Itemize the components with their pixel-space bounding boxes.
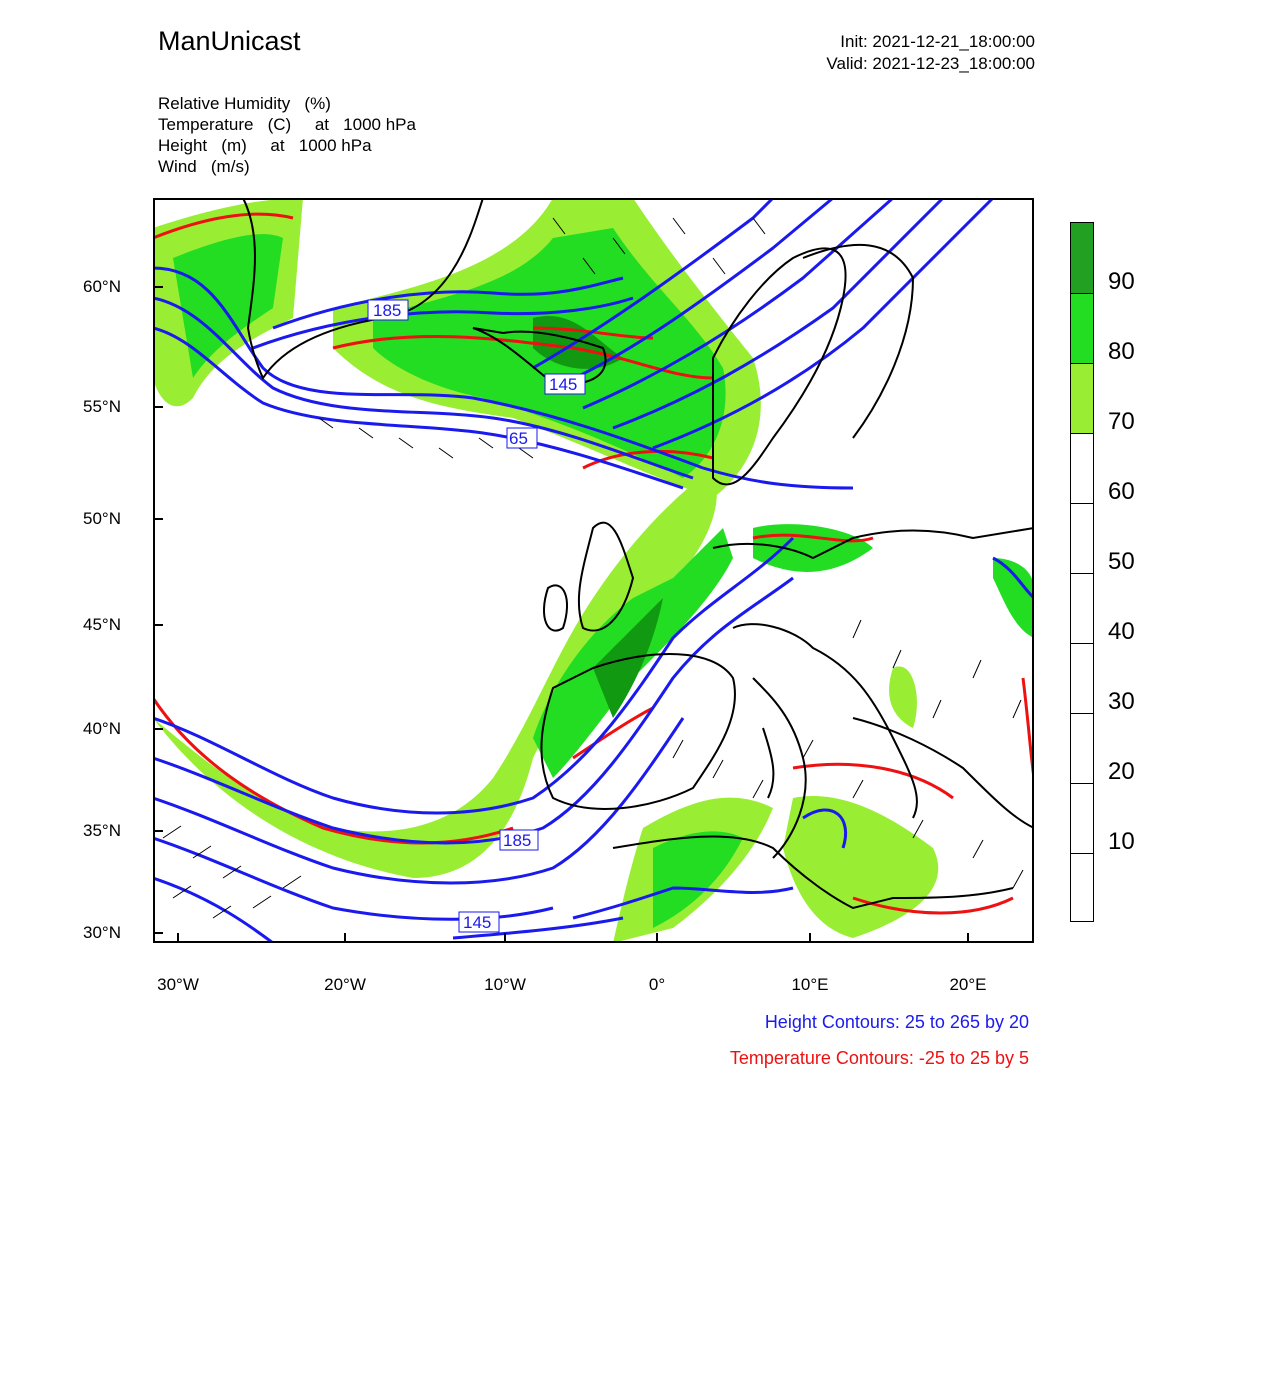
colorbar-label-50: 50 bbox=[1108, 548, 1135, 575]
colorbar-bin-40-50 bbox=[1071, 573, 1093, 643]
lat-label-60n: 60°N bbox=[83, 277, 121, 296]
colorbar-label-70: 70 bbox=[1108, 408, 1135, 435]
lon-label-10e: 10°E bbox=[791, 975, 829, 994]
contour-label-5: 145 bbox=[463, 913, 492, 932]
colorbar-label-20: 20 bbox=[1108, 758, 1135, 785]
lat-label-40n: 40°N bbox=[83, 719, 121, 738]
colorbar-bin-80-90 bbox=[1071, 293, 1093, 363]
lat-label-55n: 55°N bbox=[83, 397, 121, 416]
field-wind: Wind (m/s) bbox=[158, 157, 250, 176]
lat-label-30n: 30°N bbox=[83, 923, 121, 942]
colorbar-bin-0-10 bbox=[1071, 853, 1093, 921]
height-contours-note: Height Contours: 25 to 265 by 20 bbox=[764, 1012, 1029, 1032]
lon-label-20e: 20°E bbox=[949, 975, 987, 994]
lon-label-20w: 20°W bbox=[324, 975, 366, 994]
colorbar-bin-10-20 bbox=[1071, 783, 1093, 853]
contour-label-3: 65 bbox=[509, 429, 528, 448]
colorbar-bin-90-100 bbox=[1071, 223, 1093, 293]
model-title: ManUnicast bbox=[158, 26, 301, 56]
lon-label-0: 0° bbox=[648, 975, 666, 994]
lon-label-10w: 10°W bbox=[484, 975, 526, 994]
humidity-colorbar bbox=[1070, 222, 1094, 922]
colorbar-label-60: 60 bbox=[1108, 478, 1135, 505]
field-height: Height (m) at 1000 hPa bbox=[158, 136, 372, 155]
temperature-contours-note: Temperature Contours: -25 to 25 by 5 bbox=[729, 1048, 1029, 1068]
contour-label-1: 185 bbox=[373, 301, 402, 320]
field-humidity: Relative Humidity (%) bbox=[158, 94, 331, 113]
init-time: Init: 2021-12-21_18:00:00 bbox=[840, 32, 1035, 51]
lon-label-30w: 30°W bbox=[157, 975, 199, 994]
colorbar-bin-30-40 bbox=[1071, 643, 1093, 713]
colorbar-label-80: 80 bbox=[1108, 338, 1135, 365]
lat-label-50n: 50°N bbox=[83, 509, 121, 528]
lat-label-45n: 45°N bbox=[83, 615, 121, 634]
colorbar-label-10: 10 bbox=[1108, 828, 1135, 855]
weather-map bbox=[153, 198, 1034, 943]
colorbar-label-90: 90 bbox=[1108, 268, 1135, 295]
valid-time: Valid: 2021-12-23_18:00:00 bbox=[826, 54, 1035, 73]
colorbar-label-40: 40 bbox=[1108, 618, 1135, 645]
contour-label-4: 185 bbox=[503, 831, 532, 850]
colorbar-label-30: 30 bbox=[1108, 688, 1135, 715]
colorbar-bin-20-30 bbox=[1071, 713, 1093, 783]
lat-label-35n: 35°N bbox=[83, 821, 121, 840]
run-times bbox=[826, 31, 1035, 75]
field-temperature: Temperature (C) at 1000 hPa bbox=[158, 115, 416, 134]
colorbar-bin-60-70 bbox=[1071, 433, 1093, 503]
colorbar-bin-50-60 bbox=[1071, 503, 1093, 573]
contour-label-2: 145 bbox=[549, 375, 578, 394]
colorbar-bin-70-80 bbox=[1071, 363, 1093, 433]
